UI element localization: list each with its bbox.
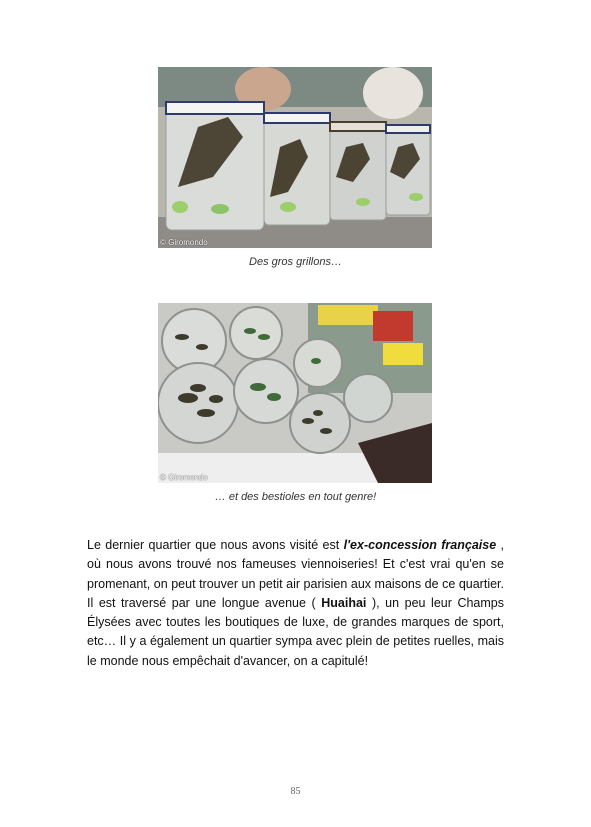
body-text-segment: ), un peu leur Champs Élysées avec toutes les boutiques de luxe, de grandes marques de sport, etc… Il y a également un quartier sympa avec plein de petites ruelles, mais le monde nous empêchait d'avancer, on a capitulé! (87, 595, 504, 668)
body-text-segment: Le dernier quartier que nous avons visité est (87, 538, 344, 552)
crickets-photo (158, 67, 432, 248)
insect-bowls-photo (158, 303, 432, 483)
bold-term: Huaihai (321, 595, 367, 610)
photo-credit: © Giromondo (160, 473, 208, 482)
photo-credit: © Giromondo (160, 238, 208, 247)
body-paragraph (87, 536, 504, 671)
page-number: 85 (290, 786, 301, 797)
photo-caption: … et des bestioles en tout genre! (214, 491, 377, 503)
body-text-segment: , où nous avons trouvé nos fameuses viennoiseries! Et c'est vrai qu'en se promenant, on peut trouver un petit air parisien aux maisons de ce quartier. Il est traversé par une longue avenue ( (87, 538, 505, 610)
photo-caption: Des gros grillons… (249, 256, 342, 268)
bold-term: l'ex-concession française (343, 538, 497, 552)
